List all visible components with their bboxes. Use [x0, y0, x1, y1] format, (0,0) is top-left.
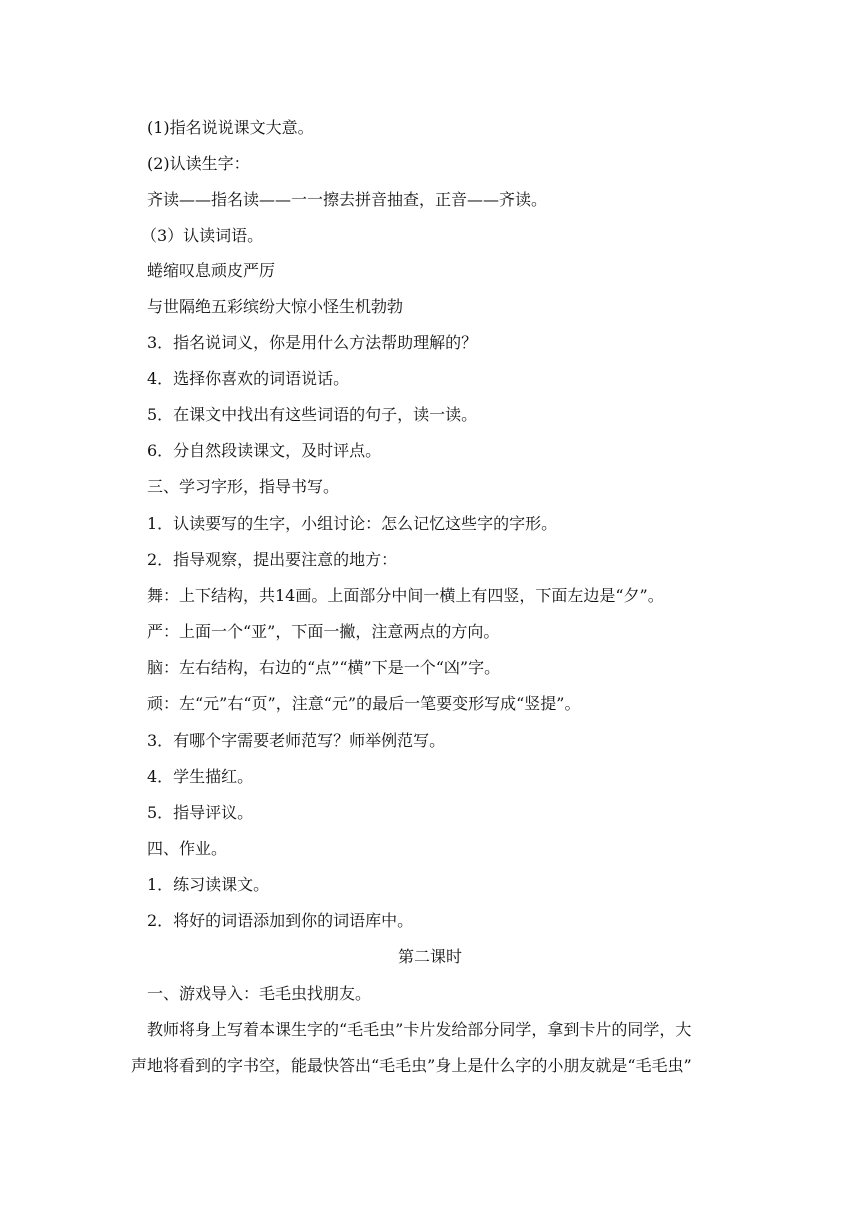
text-line: （3）认读词语。	[141, 226, 264, 245]
text-line: 3．指名说词义，你是用什么方法帮助理解的？	[147, 333, 478, 352]
text-line: 5．在课文中找出有这些词语的句子，读一读。	[147, 405, 478, 424]
text-line: 1．认读要写的生字，小组讨论：怎么记忆这些字的字形。	[147, 514, 558, 533]
text-line: 蜷缩叹息顽皮严厉	[147, 261, 276, 280]
text-line: (2)认读生字：	[147, 154, 250, 173]
text-line: 舞：上下结构，共14画。上面部分中间一横上有四竖，下面左边是“夕”。	[147, 586, 664, 605]
lesson-title: 第二课时	[397, 947, 462, 966]
text-line: 3．有哪个字需要老师范写？师举例范写。	[147, 731, 446, 750]
text-line: 2．指导观察，提出要注意的地方：	[147, 550, 398, 569]
text-line: 4．选择你喜欢的词语说话。	[147, 369, 350, 388]
paragraph-line: 声地将看到的字书空，能最快答出“毛毛虫”身上是什么字的小朋友就是“毛毛虫”	[131, 1056, 692, 1075]
text-line: 严：上面一个“亚”，下面一撇，注意两点的方向。	[147, 622, 500, 641]
text-line: (1)指名说说课文大意。	[147, 118, 314, 137]
text-line: 4．学生描红。	[147, 767, 254, 786]
section-heading: 三、学习字形，指导书写。	[147, 477, 340, 496]
section-heading: 四、作业。	[147, 839, 228, 858]
text-line: 5．指导评议。	[147, 803, 254, 822]
text-line: 6．分自然段读课文，及时评点。	[147, 441, 382, 460]
text-line: 齐读——指名读——一一擦去拼音抽查，正音——齐读。	[147, 190, 548, 209]
text-line: 脑：左右结构，右边的“点”“横”下是一个“凶”字。	[147, 658, 501, 677]
text-line: 2．将好的词语添加到你的词语库中。	[147, 911, 414, 930]
section-heading: 一、游戏导入：毛毛虫找朋友。	[147, 984, 372, 1003]
text-line: 顽：左“元”右“页”，注意“元”的最后一笔要变形写成“竖提”。	[147, 694, 581, 713]
text-line: 1．练习读课文。	[147, 875, 270, 894]
paragraph-line: 教师将身上写着本课生字的“毛毛虫”卡片发给部分同学，拿到卡片的同学，大	[147, 1020, 692, 1039]
text-line: 与世隔绝五彩缤纷大惊小怪生机勃勃	[147, 297, 404, 316]
